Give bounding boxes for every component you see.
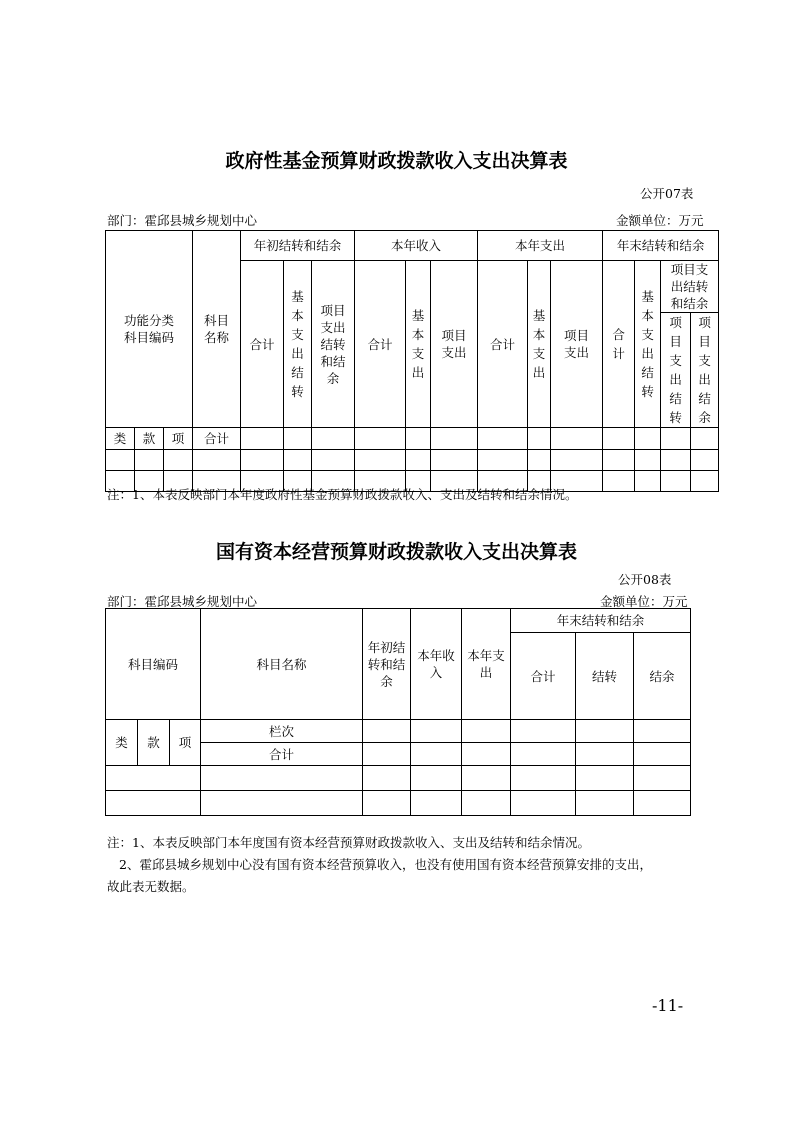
table-row	[106, 766, 691, 791]
cell	[241, 428, 284, 450]
table2	[105, 608, 691, 816]
cell	[431, 428, 478, 450]
header-end-balance-col: 结余	[634, 633, 691, 720]
table2-note-3: 故此表无数据。	[107, 879, 195, 894]
header-subject-name: 科目名称	[201, 609, 363, 720]
table2-unit: 金额单位：万元	[600, 594, 688, 609]
header-expense: 本年支出	[462, 609, 511, 720]
table1-note: 注：1、本表反映部门本年度政府性基金预算财政拨款收入、支出及结转和结余情况。	[107, 487, 578, 502]
cell	[691, 428, 719, 450]
header-subject-name: 科目名称	[193, 231, 241, 428]
header-end-total: 合计	[511, 633, 576, 720]
header-subject-code: 科目编码	[106, 609, 201, 720]
table1-code: 公开07表	[640, 186, 694, 201]
cell	[284, 428, 312, 450]
cell	[661, 428, 691, 450]
header-end-project-balance: 项目支出结余	[691, 313, 719, 428]
cell	[355, 428, 406, 450]
header-end-balance: 年末结转和结余	[511, 609, 691, 633]
row-total-label: 合计	[201, 743, 363, 766]
header-kuan: 款	[138, 720, 170, 766]
table2-title: 国有资本经营预算财政拨款收入支出决算表	[215, 541, 577, 563]
table2-dept: 部门：霍邱县城乡规划中心	[107, 594, 258, 609]
header-xiang: 项	[164, 428, 193, 450]
header-end-carry: 结转	[576, 633, 634, 720]
header-expense-basic: 基本支出	[528, 261, 551, 428]
cell	[406, 428, 431, 450]
table2-note-1: 注：1、本表反映部门本年度国有资本经营预算财政拨款收入、支出及结转和结余情况。	[107, 835, 590, 850]
cell	[635, 428, 661, 450]
table-row	[106, 791, 691, 816]
header-begin-balance: 年初结转和结余	[363, 609, 411, 720]
cell	[603, 428, 635, 450]
cell	[312, 428, 355, 450]
header-income-total: 合计	[355, 261, 406, 428]
header-lei: 类	[106, 720, 138, 766]
header-expense-project: 项目支出	[551, 261, 603, 428]
header-begin-total: 合计	[241, 261, 284, 428]
header-begin-balance: 年初结转和结余	[241, 231, 355, 261]
table2-note-2: 2、霍邱县城乡规划中心没有国有资本经营预算收入，也没有使用国有资本经营预算安排的支出，	[119, 857, 652, 872]
header-func-code: 功能分类科目编码	[106, 231, 193, 428]
header-kuan: 款	[135, 428, 164, 450]
header-income: 本年收入	[355, 231, 478, 261]
header-income-project: 项目支出	[431, 261, 478, 428]
column-no-label: 栏次	[201, 720, 363, 743]
header-end-basic-carry: 基本支出结转	[635, 261, 661, 428]
header-expense: 本年支出	[478, 231, 603, 261]
header-xiang: 项	[170, 720, 201, 766]
header-lei: 类	[106, 428, 135, 450]
header-end-balance: 年末结转和结余	[603, 231, 719, 261]
row-total-label: 合计	[193, 428, 241, 450]
table1-dept: 部门：霍邱县城乡规划中心	[107, 213, 258, 228]
table2-code: 公开08表	[618, 572, 672, 587]
header-expense-total: 合计	[478, 261, 528, 428]
page-number: -11-	[652, 996, 684, 1015]
header-end-project-group: 项目支出结转和结余	[661, 261, 719, 313]
header-begin-project: 项目支出结转和结余	[312, 261, 355, 428]
header-income-basic: 基本支出	[406, 261, 431, 428]
table-row	[106, 450, 719, 471]
table1-title: 政府性基金预算财政拨款收入支出决算表	[225, 150, 568, 172]
header-begin-basic-carry: 基本支出结转	[284, 261, 312, 428]
cell	[551, 428, 603, 450]
header-end-total: 合计	[603, 261, 635, 428]
table1-unit: 金额单位：万元	[616, 213, 704, 228]
cell	[478, 428, 528, 450]
table1	[105, 230, 719, 492]
header-end-project-carry: 项目支出结转	[661, 313, 691, 428]
cell	[528, 428, 551, 450]
header-income: 本年收入	[411, 609, 462, 720]
